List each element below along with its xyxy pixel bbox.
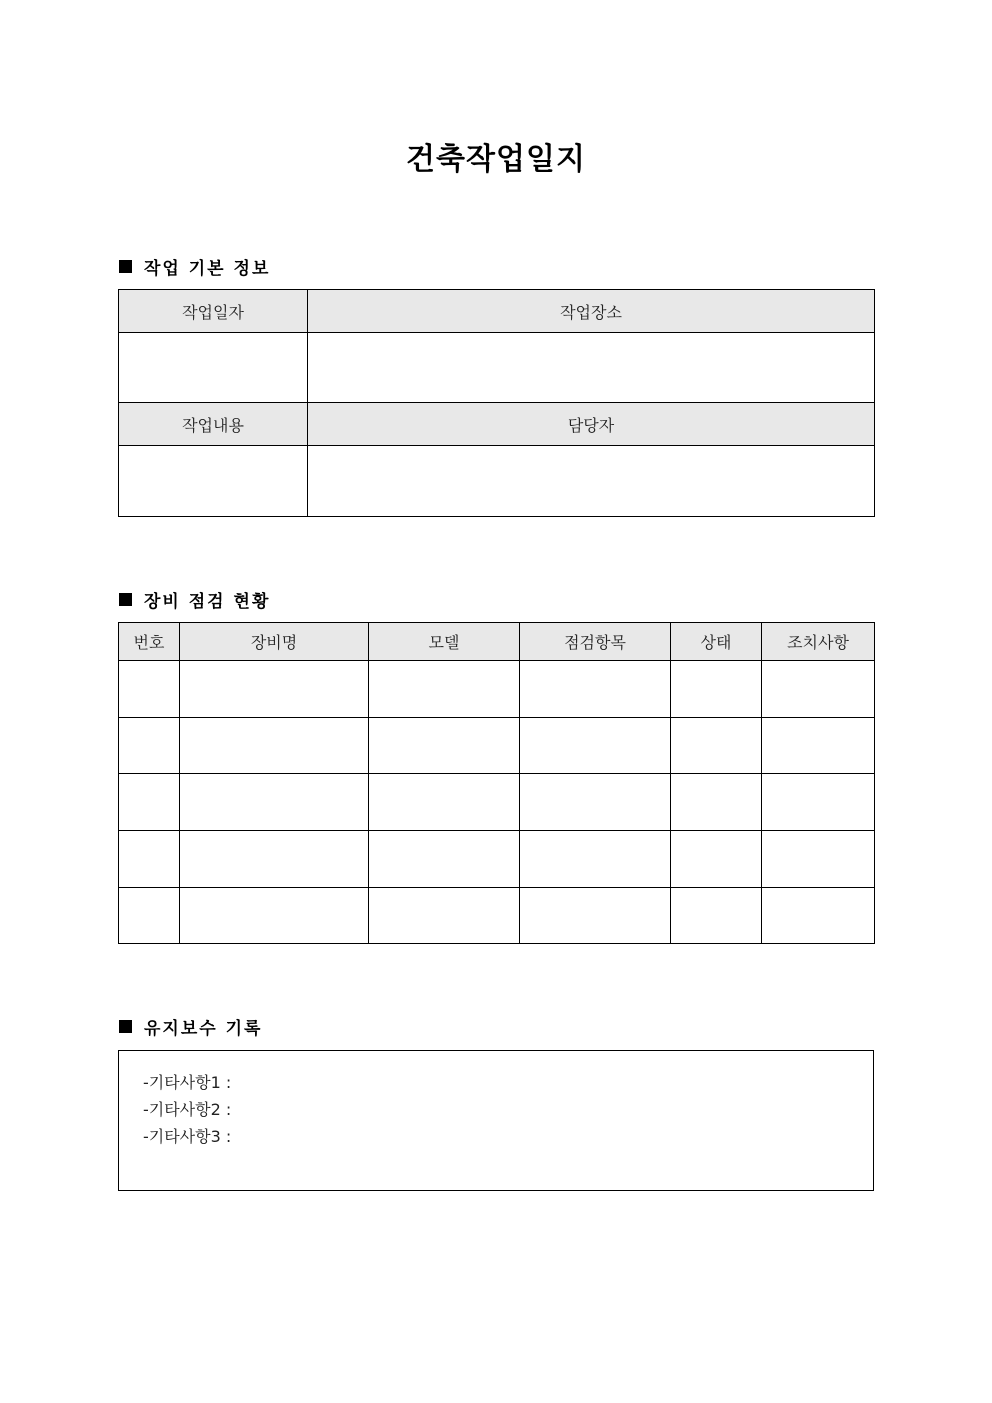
- cell-number[interactable]: [119, 718, 180, 774]
- table-header-row: [119, 403, 875, 446]
- maintenance-note-line[interactable]: -기타사항2 :: [143, 1100, 232, 1119]
- cell-inspection-item[interactable]: [520, 831, 671, 888]
- cell-status[interactable]: [671, 718, 762, 774]
- maintenance-note-line[interactable]: -기타사항3 :: [143, 1127, 232, 1146]
- column-header-model: 모델: [369, 623, 520, 661]
- header-cell-work-content: 작업내용: [119, 403, 308, 446]
- header-cell-person-in-charge: 담당자: [308, 403, 875, 446]
- black-square-icon: [119, 1020, 132, 1033]
- cell-model[interactable]: [369, 888, 520, 944]
- column-header-inspection-item: 점검항목: [520, 623, 671, 661]
- cell-status[interactable]: [671, 831, 762, 888]
- table-row: [119, 661, 875, 718]
- work-content-field[interactable]: [119, 446, 308, 517]
- cell-equipment-name[interactable]: [180, 718, 369, 774]
- section-heading-label: 장비 점검 현황: [144, 592, 271, 612]
- column-header-action: 조치사항: [762, 623, 875, 661]
- table-row: [119, 333, 875, 403]
- cell-model[interactable]: [369, 774, 520, 831]
- table-header-row: [119, 623, 875, 661]
- cell-equipment-name[interactable]: [180, 831, 369, 888]
- section-heading-label: 작업 기본 정보: [144, 259, 271, 279]
- work-date-field[interactable]: [119, 333, 308, 403]
- document-title: 건축작업일지: [406, 142, 586, 177]
- table-row: [119, 888, 875, 944]
- black-square-icon: [119, 260, 132, 273]
- cell-inspection-item[interactable]: [520, 661, 671, 718]
- cell-inspection-item[interactable]: [520, 774, 671, 831]
- basic-info-table: [118, 289, 875, 517]
- section-heading-equipment: [119, 587, 270, 612]
- header-cell-work-location: 작업장소: [308, 290, 875, 333]
- cell-model[interactable]: [369, 718, 520, 774]
- cell-action[interactable]: [762, 888, 875, 944]
- table-row: [119, 446, 875, 517]
- work-location-field[interactable]: [308, 333, 875, 403]
- maintenance-note-line[interactable]: -기타사항1 :: [143, 1073, 232, 1092]
- section-heading-basic-info: [119, 254, 270, 279]
- black-square-icon: [119, 593, 132, 606]
- cell-equipment-name[interactable]: [180, 888, 369, 944]
- cell-action[interactable]: [762, 661, 875, 718]
- section-heading-label: 유지보수 기록: [144, 1019, 263, 1039]
- cell-model[interactable]: [369, 661, 520, 718]
- cell-number[interactable]: [119, 774, 180, 831]
- header-cell-work-date: 작업일자: [119, 290, 308, 333]
- cell-status[interactable]: [671, 888, 762, 944]
- cell-number[interactable]: [119, 661, 180, 718]
- cell-number[interactable]: [119, 831, 180, 888]
- column-header-equipment-name: 장비명: [180, 623, 369, 661]
- person-in-charge-field[interactable]: [308, 446, 875, 517]
- maintenance-notes-box[interactable]: [118, 1050, 874, 1191]
- cell-action[interactable]: [762, 774, 875, 831]
- cell-inspection-item[interactable]: [520, 888, 671, 944]
- equipment-table: [118, 622, 875, 944]
- cell-action[interactable]: [762, 831, 875, 888]
- cell-status[interactable]: [671, 774, 762, 831]
- column-header-status: 상태: [671, 623, 762, 661]
- cell-inspection-item[interactable]: [520, 718, 671, 774]
- cell-number[interactable]: [119, 888, 180, 944]
- table-row: [119, 831, 875, 888]
- column-header-number: 번호: [119, 623, 180, 661]
- cell-equipment-name[interactable]: [180, 661, 369, 718]
- table-row: [119, 718, 875, 774]
- cell-equipment-name[interactable]: [180, 774, 369, 831]
- cell-status[interactable]: [671, 661, 762, 718]
- cell-model[interactable]: [369, 831, 520, 888]
- section-heading-maintenance: [119, 1014, 262, 1039]
- table-row: [119, 774, 875, 831]
- table-header-row: [119, 290, 875, 333]
- cell-action[interactable]: [762, 718, 875, 774]
